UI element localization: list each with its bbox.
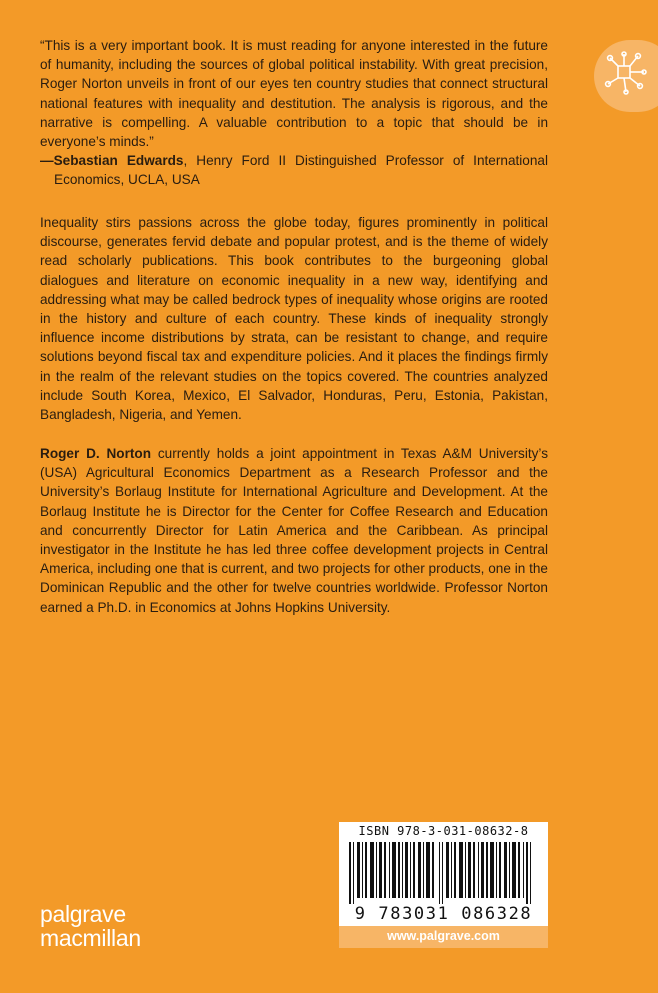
publisher-line-1: palgrave xyxy=(40,901,126,927)
attribution-title: , Henry Ford II Distinguished Professor of International Economics, UCLA, USA xyxy=(54,153,548,188)
website-bar xyxy=(339,926,548,948)
book-description: Inequality stirs passions across the globe today, figures prominently in political discourse, generates fervid debate and popular protest, and is the theme of widely read scholarly publications. This book contributes to the burgeoning global dialogues and literature on economic inequality in a new way, identifying and addressing what may be called bedrock types of inequality whose origins are rooted in the history and culture of each country. These kinds of inequality strongly influence income distributions by strata, can be resistant to change, and require solutions beyond fiscal tax and expenditure policies. And it places the findings firmly in the realm of the relevant studies on the topics covered. The countries analyzed include South Korea, Mexico, El Salvador, Honduras, Peru, Estonia, Pakistan, Bangladesh, Nigeria, and Yemen. xyxy=(40,215,548,423)
barcode-icon xyxy=(349,842,538,904)
network-nodes-icon xyxy=(602,50,650,98)
isbn-label: ISBN 978-3-031-08632-8 xyxy=(358,824,529,838)
barcode-number: 9 783031 086328 xyxy=(354,904,533,924)
publisher-website[interactable]: www.palgrave.com xyxy=(387,929,500,943)
author-bio xyxy=(40,444,548,617)
attribution-name: —Sebastian Edwards xyxy=(40,153,184,169)
quote-attribution xyxy=(40,151,548,189)
author-bio-text: currently holds a joint appointment in Texas A&M University’s (USA) Agricultural Economics Department as a Research Professor and the University’s Borlaug Institute for International Agriculture and Development. At the Borlaug Institute he is Director for the Center for Coffee Research and Education and concurrently Director for Latin America and the Caribbean. As principal investigator in the Institute he has led three coffee development projects in Central America, including one that is current, and two projects for other products, one in the Dominican Republic and the other for twelve countries worldwide. Professor Norton earned a Ph.D. in Economics at Johns Hopkins University. xyxy=(40,446,548,615)
endorsement-quote xyxy=(40,36,548,190)
author-name: Roger D. Norton xyxy=(40,446,152,461)
isbn-barcode xyxy=(339,822,548,926)
publisher-logo xyxy=(40,902,141,950)
publisher-line-2: macmillan xyxy=(40,925,141,951)
quote-text: “This is a very important book. It is must reading for anyone interested in the future of humanity, including the sources of global political instability. With great precision, Roger Norton unveils in front of our eyes ten country studies that connect structural national features with inequality and destitution. The analysis is rigorous, and the narrative is compelling. A valuable contribution to a topic that should be in everyone’s minds.” xyxy=(40,38,548,150)
series-logo-badge xyxy=(594,40,658,112)
